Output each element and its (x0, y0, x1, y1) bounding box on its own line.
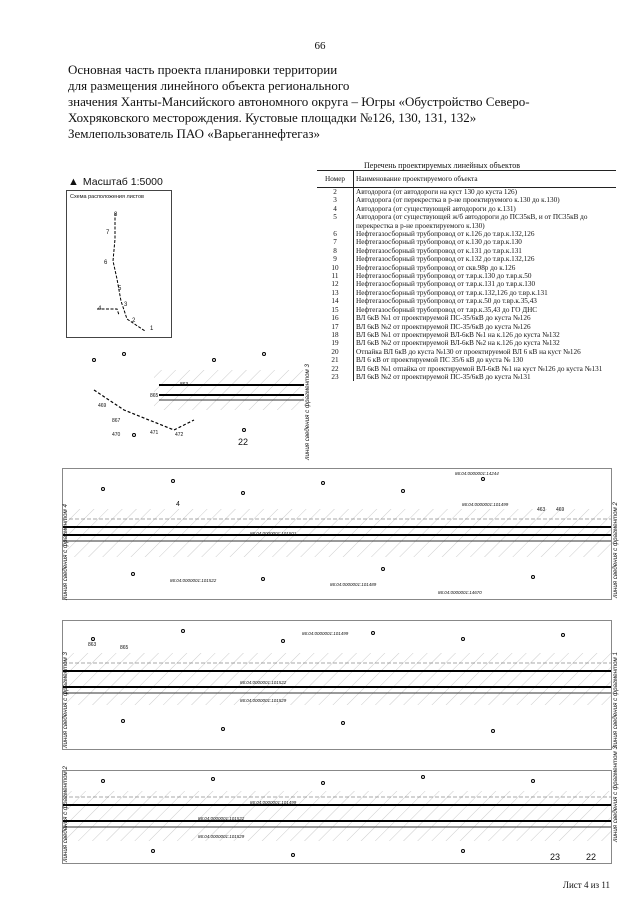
row-number: 3 (317, 196, 354, 204)
link-label: линия сведения с фрагментом 3 (62, 652, 69, 748)
map-label: 865 (120, 645, 129, 651)
cadastral-label: 86:04:0000001:101522 (240, 680, 287, 685)
link-label: линия сведения с фрагментом 3 (304, 364, 311, 460)
row-object-name: Нефтегазосборный трубопровод от т.вр.к.50 до т.вр.к.35,43 (356, 297, 537, 306)
title-line: для размещения линейного объекта регионального (68, 78, 350, 93)
column-header-number: Номер (317, 171, 354, 188)
row-number: 8 (317, 247, 354, 255)
map-label: 463 (537, 507, 546, 513)
row-object-name: Нефтегазосборный трубопровод от к.131 до т.вр.к.131 (356, 246, 522, 255)
map-label: 472 (175, 432, 184, 438)
row-number: 10 (317, 264, 354, 272)
table-row (317, 196, 616, 204)
table-row (317, 331, 616, 339)
table-row (317, 323, 616, 331)
scheme-number: 2 (132, 318, 136, 324)
link-label: линия сведения с фрагментом 2 (612, 502, 619, 598)
row-object-name: Нефтегазосборный трубопровод от т.вр.к.132,126 до т.вр.к.131 (356, 288, 548, 297)
row-number: 11 (317, 272, 354, 280)
row-number: 19 (317, 339, 354, 347)
table-row (317, 205, 616, 213)
map-label: 865 (150, 393, 159, 399)
title-line: Хохряковского месторождения. Кустовые площадки №126, 130, 131, 132» (68, 110, 477, 125)
cadastral-label: 86:04:0000001:101501 (250, 531, 297, 536)
map-label: 469 (556, 507, 565, 513)
title-line: Землепользователь ПАО «Варьеганнефтегаз» (68, 126, 321, 141)
cadastral-label: 86:04:0000001:101489 (330, 582, 377, 587)
row-object-name: Автодорога (от перекрестка в р-не проектируемого к.130 до к.130) (356, 196, 560, 205)
map-label: 470 (112, 432, 121, 438)
cadastral-label: 86:04:0000001:101499 (462, 502, 509, 507)
cadastral-label: 86:04:0000001:14244 (455, 471, 499, 476)
table-row (317, 238, 616, 246)
cadastral-label: 86:04:0000001:101529 (198, 834, 245, 839)
map-fragment-2 (62, 468, 612, 600)
row-number: 7 (317, 238, 354, 246)
map-label: 23 (550, 852, 561, 862)
table-row (317, 247, 616, 255)
link-label: линия сведения с фрагментом 3 (612, 746, 619, 842)
row-number: 21 (317, 356, 354, 364)
scheme-number: 7 (106, 230, 110, 236)
row-number: 14 (317, 297, 354, 305)
row-number: 4 (317, 205, 354, 213)
objects-table (317, 170, 616, 381)
row-number: 6 (317, 230, 354, 238)
table-row (317, 306, 616, 314)
row-number: 18 (317, 331, 354, 339)
map-label: 867 (112, 418, 121, 424)
row-number: 23 (317, 373, 354, 381)
column-header-name: Наименование проектируемого объекта (354, 171, 617, 188)
table-row (317, 373, 616, 381)
scheme-number: 8 (114, 212, 118, 218)
row-object-name: Нефтегазосборный трубопровод от к.126 до т.вр.к.132,126 (356, 230, 535, 239)
row-number: 15 (317, 306, 354, 314)
cadastral-label: 86:04:0000001:101522 (198, 816, 245, 821)
row-number: 5 (317, 213, 354, 230)
row-object-name: Нефтегазосборный трубопровод от к.130 до т.вр.к.130 (356, 238, 522, 247)
map-fragment-4 (62, 770, 612, 864)
scheme-number: 3 (124, 302, 128, 308)
table-row (317, 348, 616, 356)
link-label: линия сведения с фрагментом 1 (612, 652, 619, 748)
map-label: 22 (238, 437, 249, 447)
map-label: 863 (88, 642, 97, 648)
sheet-layout-scheme (66, 190, 172, 338)
table-row (317, 272, 616, 280)
table-row (317, 297, 616, 305)
map-label: 471 (150, 430, 159, 436)
row-number: 16 (317, 314, 354, 322)
scheme-title: Схема расположения листов (70, 194, 144, 200)
row-object-name: Автодорога (от автодороги на куст 130 до куста 126) (356, 188, 518, 196)
row-object-name: Нефтегазосборный трубопровод от т.вр.к.131 до т.вр.к.130 (356, 280, 536, 289)
row-object-name: Нефтегазосборный трубопровод от т.вр.к.35,43 до ГО ДНС (356, 305, 538, 314)
page-number: 66 (314, 40, 326, 52)
cadastral-label: 86:04:0000001:101499 (302, 631, 349, 636)
scheme-number: 5 (118, 286, 122, 292)
row-object-name: ВЛ 6 кВ от проектируемой ПС 35/6 кВ до куста № 130 (356, 356, 524, 365)
row-number: 20 (317, 348, 354, 356)
map-label: 863 (180, 382, 189, 388)
table-row (317, 264, 616, 272)
map-label: 469 (98, 403, 107, 409)
row-object-name: ВЛ 6кВ №1 от проектируемой ВЛ-6кВ №1 на к.126 до куста №132 (356, 330, 560, 339)
row-object-name: Отпайка ВЛ 6кВ до куста №130 от проектируемой ВЛ 6 кВ на куст №126 (356, 347, 581, 356)
row-object-name: ВЛ 6кВ №2 от проектируемой ПС-35/6кВ до куста №126 (356, 322, 531, 331)
row-number: 17 (317, 323, 354, 331)
scheme-number: 6 (104, 260, 108, 266)
table-row (317, 314, 616, 322)
map-label: 22 (586, 852, 597, 862)
row-number: 12 (317, 280, 354, 288)
row-object-name: Нефтегазосборный трубопровод от т.вр.к.130 до т.вр.к.50 (356, 272, 532, 281)
row-object-name: ВЛ 6кВ №1 от проектируемой ПС-35/6кВ до куста №126 (356, 314, 531, 323)
table-row (317, 280, 616, 288)
cadastral-label: 86:04:0000001:101522 (170, 578, 217, 583)
cadastral-label: 86:04:0000001:101499 (250, 800, 297, 805)
table-row (317, 255, 616, 263)
table-row (317, 188, 616, 197)
table-row (317, 339, 616, 347)
table-row (317, 365, 616, 373)
table-row (317, 230, 616, 238)
row-number: 2 (317, 188, 354, 197)
scale-text: Масштаб 1:5000 (82, 176, 163, 188)
map-fragment-3 (62, 620, 612, 750)
row-number: 13 (317, 289, 354, 297)
row-object-name: Автодорога (от существующей автодороги до к.131) (356, 204, 516, 213)
row-object-name: ВЛ 6кВ №1 отпайка от проектируемой ВЛ-6кВ №1 на куст №126 до куста №131 (356, 364, 603, 373)
row-object-name: ВЛ 6кВ №2 от проектируемой ПС-35/6кВ до куста №131 (356, 372, 531, 381)
title-line: Основная часть проекта планировки территории (68, 62, 338, 77)
sheet-label: Лист 4 из 11 (562, 880, 610, 890)
scheme-number: 4 (98, 306, 102, 312)
link-label: линия сведения с фрагментом 2 (62, 766, 69, 862)
map-fragment-1 (64, 340, 304, 452)
document-title (68, 62, 588, 142)
scale-label (68, 176, 163, 188)
title-line: значения Ханты-Мансийского автономного округа – Югры «Обустройство Северо- (68, 94, 530, 109)
map-label: 4 (176, 501, 180, 508)
north-arrow-icon: ▲ (68, 176, 79, 188)
row-object-name: ВЛ 6кВ №2 от проектируемой ВЛ-6кВ №2 на к.126 до куста №132 (356, 339, 560, 348)
row-object-name: Нефтегазосборный трубопровод от скв.98р до к.126 (356, 263, 516, 272)
row-object-name: Нефтегазосборный трубопровод от к.132 до т.вр.к.132,126 (356, 255, 535, 264)
table-row (317, 213, 616, 230)
scheme-number: 1 (150, 326, 154, 332)
link-label: линия сведения с фрагментом 4 (62, 504, 69, 600)
row-object-name: Автодорога (от существующей ж/б автодороги до ПС35кВ, и от ПС35кВ до перекрестка в р-не проектируемого к.130) (356, 213, 588, 230)
table-row (317, 289, 616, 297)
row-number: 22 (317, 365, 354, 373)
row-number: 9 (317, 255, 354, 263)
cadastral-label: 86:04:0000001:101529 (240, 698, 287, 703)
cadastral-label: 86:04:0000001:14670 (438, 590, 482, 595)
table-row (317, 356, 616, 364)
table-caption: Перечень проектируемых линейных объектов (364, 161, 520, 170)
